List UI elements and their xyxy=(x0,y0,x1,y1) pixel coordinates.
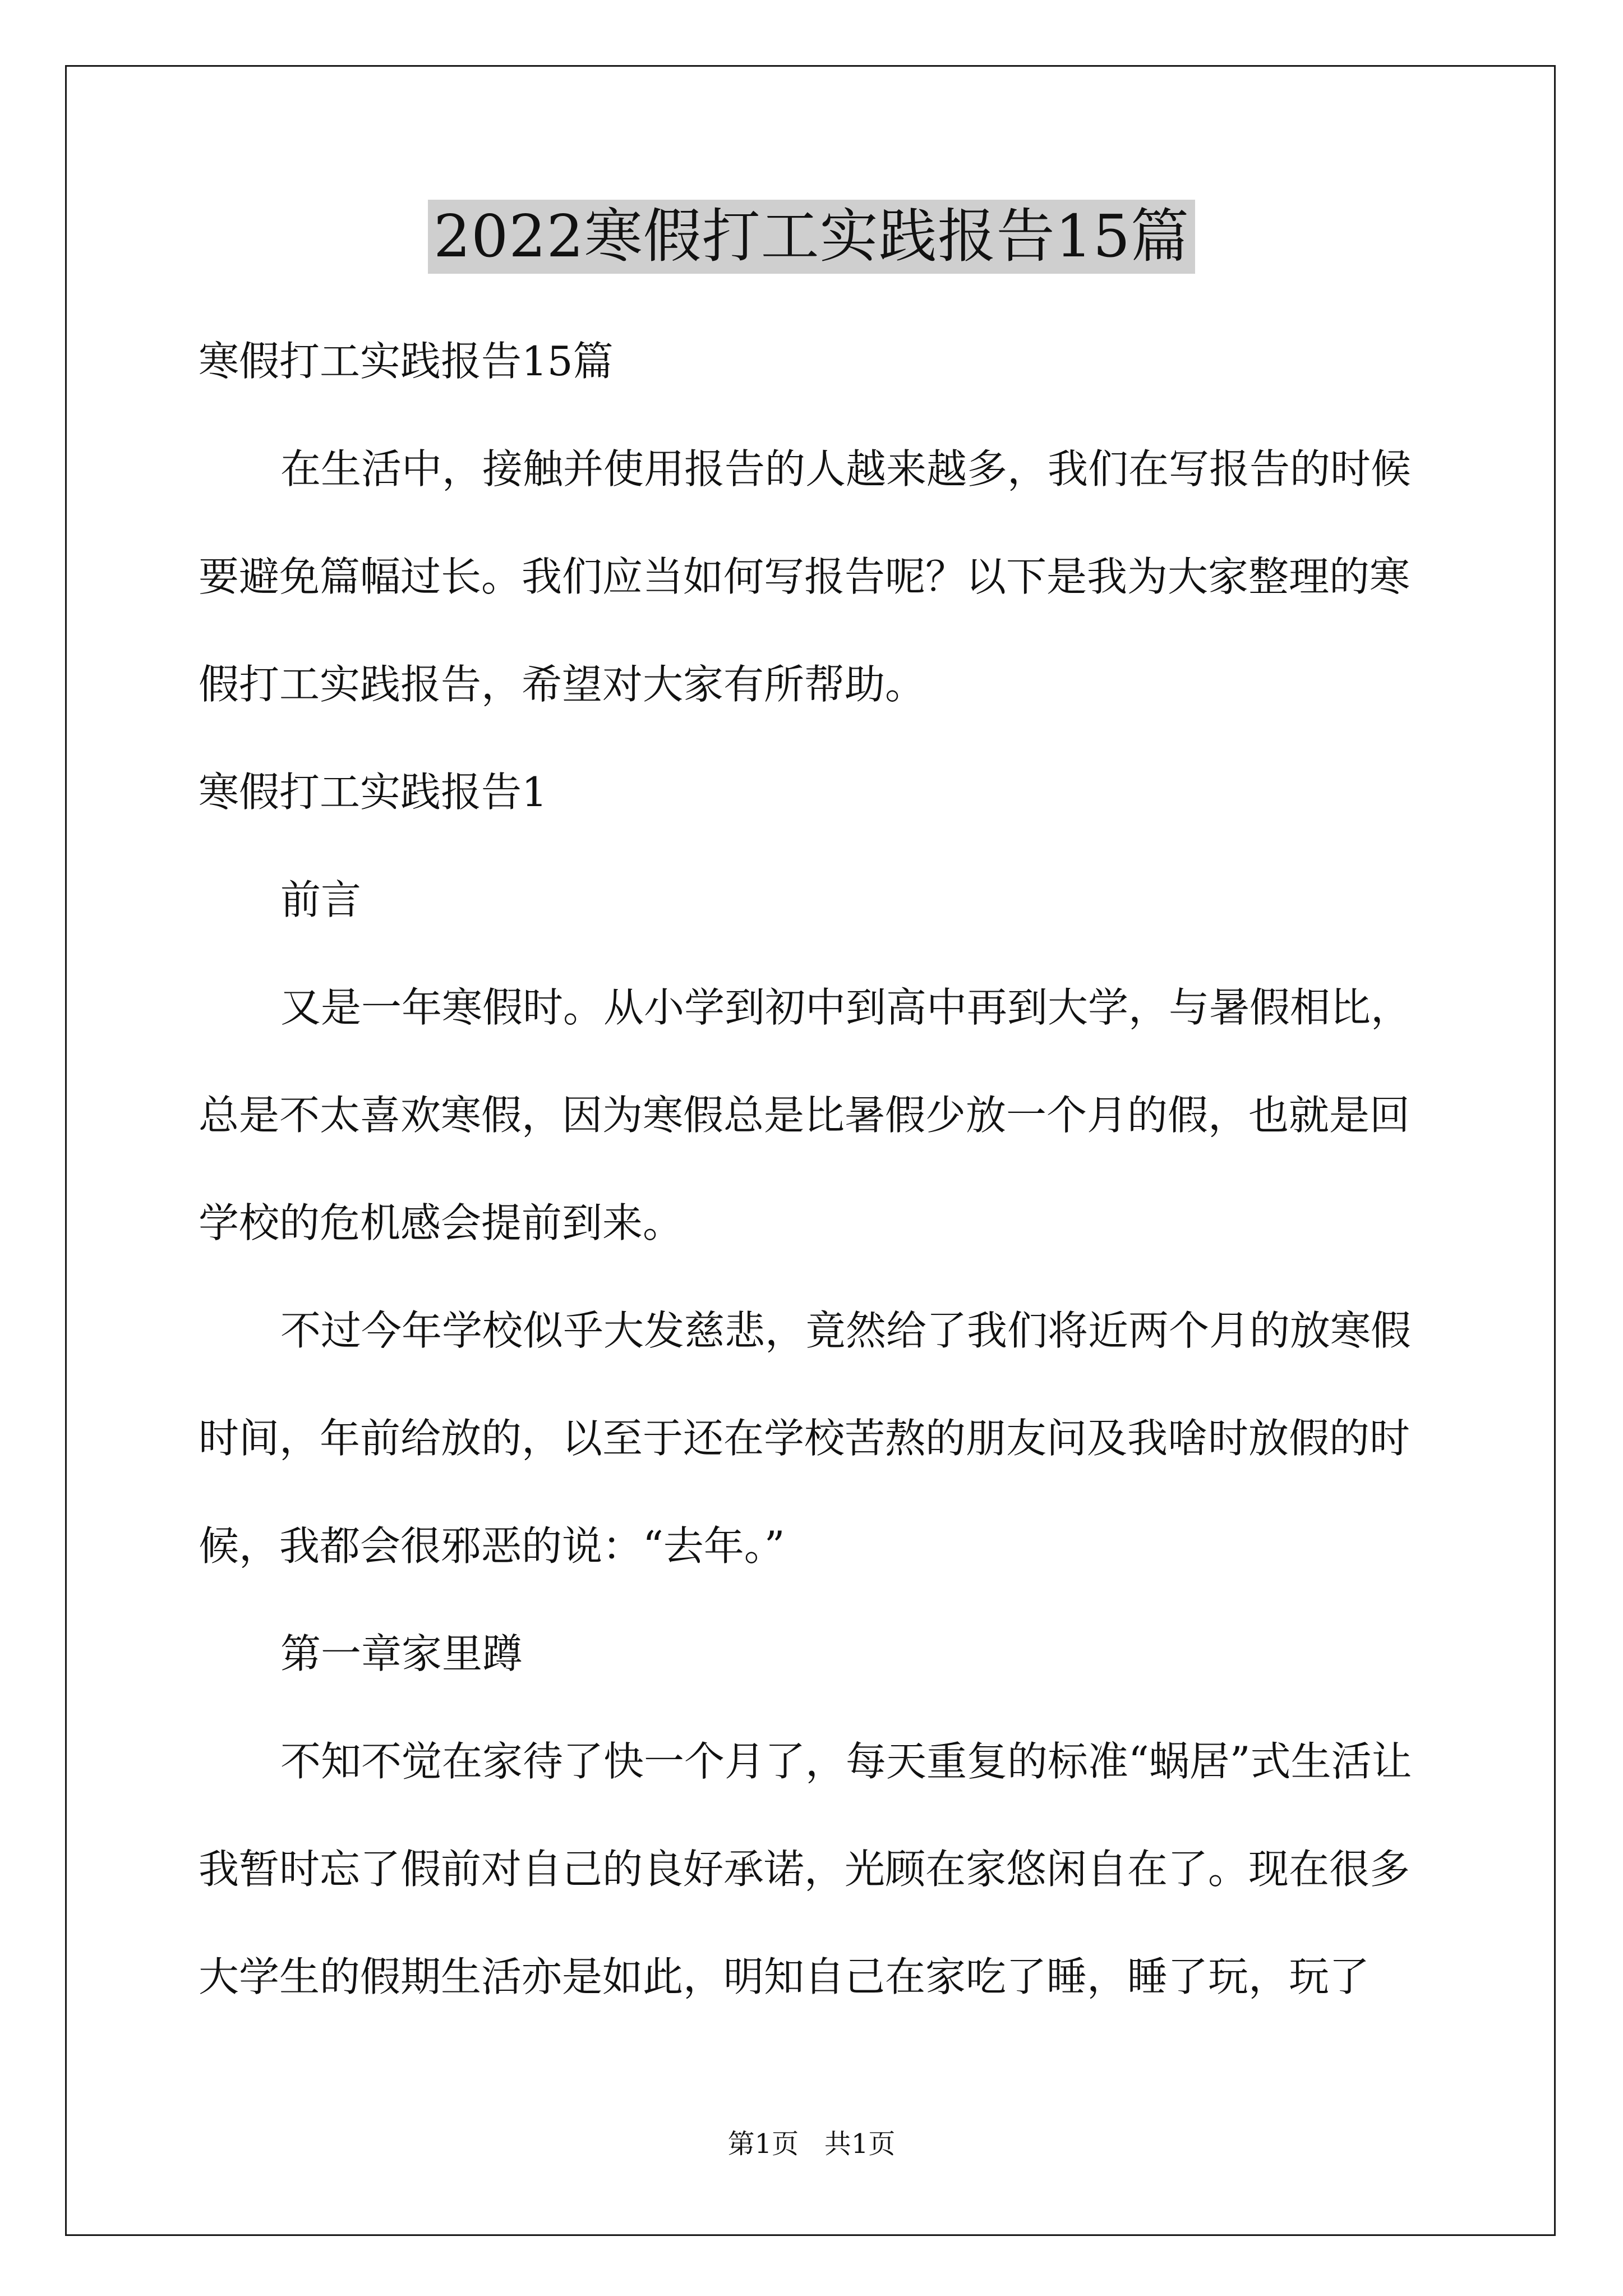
paragraph-body: 不过今年学校似乎大发慈悲，竟然给了我们将近两个月的放寒假时间，年前给放的，以至于还在学校苦熬的朋友问及我啥时放假的时候，我都会很邪恶的说：“去年。” xyxy=(199,1307,1412,1570)
chapter-heading: 第一章家里蹲 xyxy=(280,1630,523,1677)
section-heading-report-1: 寒假打工实践报告1 xyxy=(199,769,547,816)
paragraph-subtitle: 寒假打工实践报告15篇 xyxy=(199,338,614,385)
section-heading-preface: 前言 xyxy=(280,876,362,923)
paragraph-intro: 在生活中，接触并使用报告的人越来越多，我们在写报告的时候要避免篇幅过长。我们应当如何写报告呢？以下是我为大家整理的寒假打工实践报告，希望对大家有所帮助。 xyxy=(199,445,1412,708)
page-footer: 第1页 共1页 xyxy=(727,2128,896,2160)
paragraph-body: 又是一年寒假时。从小学到初中到高中再到大学，与暑假相比，总是不太喜欢寒假，因为寒假总是比暑假少放一个月的假，也就是回学校的危机感会提前到来。 xyxy=(199,984,1412,1246)
title-container xyxy=(0,200,1623,274)
paragraph-body: 不知不觉在家待了快一个月了，每天重复的标准“蜗居”式生活让我暂时忘了假前对自己的良好承诺，光顾在家悠闲自在了。现在很多大学生的假期生活亦是如此，明知自己在家吃了睡，睡了玩，玩了 xyxy=(199,1738,1412,2000)
document-body xyxy=(199,307,1427,2031)
document-title: 2022寒假打工实践报告15篇 xyxy=(428,200,1195,274)
